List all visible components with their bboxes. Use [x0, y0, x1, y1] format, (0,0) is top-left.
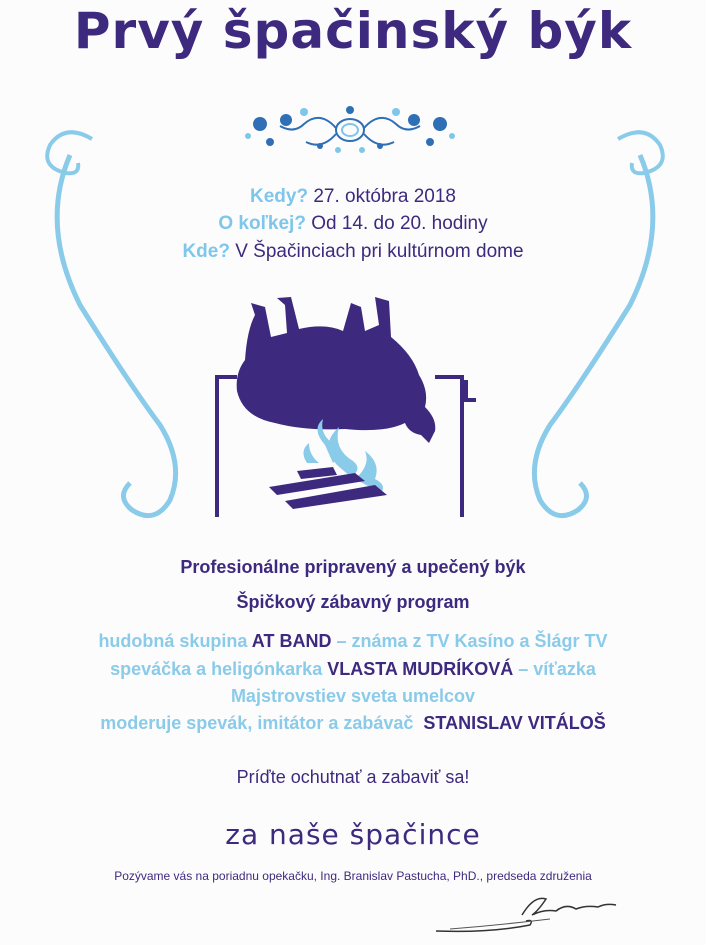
program-line-band: [0, 631, 706, 652]
program-band-intro: hudobná skupina: [98, 631, 248, 651]
where-value: V Špačinciach pri kultúrnom dome: [235, 241, 524, 262]
program-singer-tail: – víťazka: [518, 659, 596, 679]
signature-icon: [430, 885, 630, 940]
program-host-name: STANISLAV VITÁLOŠ: [423, 713, 606, 733]
invitation-text: Pozývame vás na poriadnu opekačku, Ing. Branislav Pastucha, PhD., predseda združenia: [114, 869, 592, 883]
when-label: Kedy?: [250, 186, 309, 207]
program-line-singer: [0, 659, 706, 680]
program-singer-name: VLASTA MUDRÍKOVÁ: [327, 659, 514, 679]
ornament-icon: [240, 100, 460, 160]
info-time: [0, 213, 706, 235]
highlight-bull: Profesionálne pripravený a upečený býk: [180, 557, 526, 577]
swirl-icon: [20, 125, 190, 525]
program-line-award: Majstrovstiev sveta umelcov: [230, 686, 476, 706]
program-host-intro: moderuje spevák, imitátor a zabávač: [100, 713, 414, 733]
time-value: Od 14. do 20. hodiny: [311, 213, 488, 234]
info-where: [0, 241, 706, 263]
highlight-program: Špičkový zábavný program: [236, 592, 470, 612]
when-value: 27. októbra 2018: [313, 186, 456, 207]
call-to-action: Príďte ochutnať a zabaviť sa!: [236, 767, 470, 787]
roasting-bull-icon: [215, 295, 490, 520]
swirl-icon: [520, 125, 690, 525]
program-singer-intro: speváčka a heligónkarka: [110, 659, 323, 679]
program-line-host: [0, 713, 706, 734]
where-label: Kde?: [182, 241, 230, 262]
info-when: [0, 186, 706, 208]
page-title: Prvý špačinský býk: [73, 2, 633, 60]
brand-logo: za naše špačince: [225, 818, 481, 851]
program-band-tail: – známa z TV Kasíno a Šlágr TV: [336, 631, 608, 651]
time-label: O koľkej?: [218, 213, 306, 234]
program-band-name: AT BAND: [251, 631, 332, 651]
